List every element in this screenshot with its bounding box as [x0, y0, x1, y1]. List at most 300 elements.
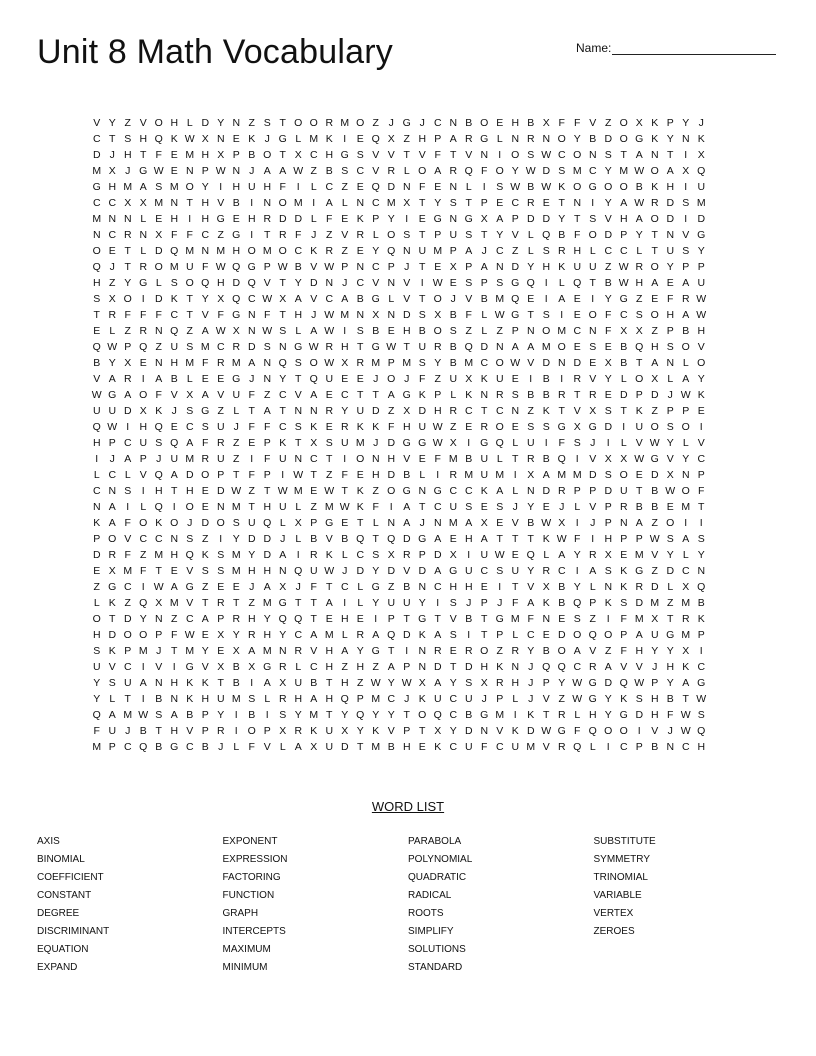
- grid-letter[interactable]: M: [262, 645, 272, 657]
- grid-letter[interactable]: O: [650, 261, 659, 273]
- grid-letter[interactable]: J: [404, 693, 410, 705]
- grid-letter[interactable]: P: [372, 213, 380, 225]
- grid-letter[interactable]: C: [309, 149, 318, 161]
- grid-letter[interactable]: C: [619, 741, 628, 753]
- grid-letter[interactable]: D: [402, 309, 411, 321]
- grid-letter[interactable]: O: [154, 117, 163, 129]
- grid-letter[interactable]: K: [356, 485, 364, 497]
- grid-letter[interactable]: C: [278, 389, 287, 401]
- grid-letter[interactable]: J: [311, 309, 317, 321]
- grid-letter[interactable]: J: [559, 501, 565, 513]
- grid-letter[interactable]: U: [123, 677, 132, 689]
- grid-letter[interactable]: K: [248, 133, 256, 145]
- grid-letter[interactable]: V: [511, 229, 519, 241]
- grid-letter[interactable]: N: [201, 245, 210, 257]
- grid-letter[interactable]: Y: [294, 709, 302, 721]
- grid-letter[interactable]: K: [155, 517, 163, 529]
- grid-letter[interactable]: Q: [294, 613, 303, 625]
- grid-letter[interactable]: O: [139, 389, 148, 401]
- grid-letter[interactable]: K: [201, 677, 209, 689]
- grid-letter[interactable]: E: [635, 469, 643, 481]
- grid-letter[interactable]: S: [449, 629, 457, 641]
- grid-letter[interactable]: S: [294, 421, 302, 433]
- grid-letter[interactable]: G: [371, 293, 380, 305]
- grid-letter[interactable]: X: [403, 405, 411, 417]
- grid-letter[interactable]: I: [250, 453, 254, 465]
- grid-letter[interactable]: Z: [372, 661, 379, 673]
- grid-letter[interactable]: A: [682, 533, 690, 545]
- grid-letter[interactable]: L: [481, 325, 488, 337]
- grid-letter[interactable]: Y: [604, 373, 612, 385]
- grid-letter[interactable]: N: [294, 405, 303, 417]
- grid-letter[interactable]: Y: [651, 645, 659, 657]
- grid-letter[interactable]: P: [480, 277, 488, 289]
- grid-letter[interactable]: L: [186, 117, 193, 129]
- grid-letter[interactable]: I: [498, 581, 502, 593]
- grid-letter[interactable]: N: [92, 229, 101, 241]
- grid-letter[interactable]: Q: [588, 629, 597, 641]
- grid-letter[interactable]: C: [495, 245, 504, 257]
- grid-letter[interactable]: B: [527, 517, 535, 529]
- grid-letter[interactable]: U: [480, 469, 489, 481]
- grid-letter[interactable]: I: [684, 181, 688, 193]
- grid-letter[interactable]: F: [155, 309, 162, 321]
- grid-letter[interactable]: P: [387, 357, 395, 369]
- grid-letter[interactable]: W: [541, 181, 552, 193]
- grid-letter[interactable]: K: [372, 725, 380, 737]
- grid-letter[interactable]: C: [464, 485, 473, 497]
- grid-letter[interactable]: N: [123, 213, 132, 225]
- grid-letter[interactable]: T: [140, 149, 147, 161]
- grid-letter[interactable]: N: [526, 485, 535, 497]
- grid-letter[interactable]: O: [139, 517, 148, 529]
- grid-letter[interactable]: L: [295, 501, 302, 513]
- grid-letter[interactable]: T: [465, 197, 472, 209]
- grid-letter[interactable]: Z: [605, 117, 612, 129]
- grid-letter[interactable]: Q: [185, 549, 194, 561]
- grid-letter[interactable]: O: [604, 629, 613, 641]
- grid-letter[interactable]: R: [464, 133, 473, 145]
- grid-letter[interactable]: Q: [340, 693, 349, 705]
- grid-letter[interactable]: Q: [309, 373, 318, 385]
- grid-letter[interactable]: V: [217, 197, 225, 209]
- grid-letter[interactable]: S: [108, 677, 116, 689]
- grid-letter[interactable]: D: [309, 277, 318, 289]
- grid-letter[interactable]: E: [201, 373, 209, 385]
- grid-letter[interactable]: A: [480, 261, 488, 273]
- grid-letter[interactable]: R: [340, 421, 349, 433]
- grid-letter[interactable]: T: [171, 485, 178, 497]
- grid-letter[interactable]: Z: [558, 693, 565, 705]
- grid-letter[interactable]: O: [681, 421, 690, 433]
- grid-letter[interactable]: D: [650, 581, 659, 593]
- grid-letter[interactable]: J: [156, 645, 162, 657]
- grid-letter[interactable]: R: [108, 549, 117, 561]
- grid-letter[interactable]: H: [371, 469, 380, 481]
- grid-letter[interactable]: P: [263, 437, 271, 449]
- grid-letter[interactable]: I: [560, 309, 564, 321]
- grid-letter[interactable]: S: [372, 549, 380, 561]
- grid-letter[interactable]: L: [481, 309, 488, 321]
- grid-letter[interactable]: L: [186, 373, 193, 385]
- grid-letter[interactable]: P: [155, 629, 163, 641]
- grid-letter[interactable]: K: [651, 181, 659, 193]
- grid-letter[interactable]: A: [170, 709, 178, 721]
- grid-letter[interactable]: M: [293, 485, 303, 497]
- grid-letter[interactable]: M: [464, 469, 474, 481]
- grid-letter[interactable]: K: [651, 133, 659, 145]
- grid-letter[interactable]: B: [465, 709, 473, 721]
- grid-letter[interactable]: F: [620, 613, 627, 625]
- grid-letter[interactable]: J: [109, 149, 115, 161]
- grid-letter[interactable]: V: [620, 661, 628, 673]
- grid-letter[interactable]: X: [542, 581, 550, 593]
- grid-letter[interactable]: B: [480, 293, 488, 305]
- grid-letter[interactable]: I: [467, 629, 471, 641]
- grid-letter[interactable]: D: [635, 709, 644, 721]
- grid-letter[interactable]: J: [233, 421, 239, 433]
- grid-letter[interactable]: A: [310, 325, 318, 337]
- grid-letter[interactable]: W: [572, 693, 583, 705]
- grid-letter[interactable]: T: [310, 613, 317, 625]
- grid-letter[interactable]: X: [217, 149, 225, 161]
- grid-letter[interactable]: D: [604, 421, 613, 433]
- grid-letter[interactable]: H: [325, 149, 334, 161]
- grid-letter[interactable]: N: [402, 181, 411, 193]
- grid-letter[interactable]: U: [526, 437, 535, 449]
- grid-letter[interactable]: A: [310, 629, 318, 641]
- grid-letter[interactable]: A: [124, 453, 132, 465]
- grid-letter[interactable]: L: [310, 213, 317, 225]
- grid-letter[interactable]: A: [124, 389, 132, 401]
- grid-letter[interactable]: R: [588, 549, 597, 561]
- grid-letter[interactable]: F: [171, 229, 178, 241]
- grid-letter[interactable]: A: [620, 197, 628, 209]
- grid-letter[interactable]: A: [341, 293, 349, 305]
- grid-letter[interactable]: K: [527, 709, 535, 721]
- grid-letter[interactable]: N: [449, 213, 458, 225]
- grid-letter[interactable]: N: [154, 677, 163, 689]
- grid-letter[interactable]: N: [387, 309, 396, 321]
- grid-letter[interactable]: I: [141, 485, 145, 497]
- grid-letter[interactable]: U: [340, 437, 349, 449]
- grid-letter[interactable]: V: [93, 117, 101, 129]
- grid-letter[interactable]: R: [325, 245, 334, 257]
- grid-letter[interactable]: N: [666, 741, 675, 753]
- grid-letter[interactable]: U: [139, 437, 148, 449]
- grid-letter[interactable]: V: [403, 277, 411, 289]
- grid-letter[interactable]: G: [619, 709, 628, 721]
- grid-letter[interactable]: E: [201, 485, 209, 497]
- grid-letter[interactable]: C: [139, 533, 148, 545]
- grid-letter[interactable]: L: [419, 469, 426, 481]
- grid-letter[interactable]: A: [434, 629, 442, 641]
- grid-letter[interactable]: B: [449, 341, 457, 353]
- grid-letter[interactable]: Y: [697, 373, 705, 385]
- grid-letter[interactable]: R: [278, 693, 287, 705]
- grid-letter[interactable]: Z: [217, 229, 224, 241]
- grid-letter[interactable]: R: [619, 501, 628, 513]
- grid-letter[interactable]: M: [433, 245, 443, 257]
- grid-letter[interactable]: Q: [139, 341, 148, 353]
- grid-letter[interactable]: H: [666, 661, 675, 673]
- grid-letter[interactable]: L: [233, 405, 240, 417]
- grid-letter[interactable]: B: [697, 597, 705, 609]
- grid-letter[interactable]: E: [573, 341, 581, 353]
- grid-letter[interactable]: L: [636, 245, 643, 257]
- grid-letter[interactable]: H: [263, 501, 272, 513]
- grid-letter[interactable]: S: [604, 469, 612, 481]
- grid-letter[interactable]: P: [341, 261, 349, 273]
- grid-letter[interactable]: Z: [109, 277, 116, 289]
- grid-letter[interactable]: Y: [449, 725, 457, 737]
- grid-letter[interactable]: U: [666, 245, 675, 257]
- grid-letter[interactable]: G: [557, 421, 566, 433]
- grid-letter[interactable]: Z: [248, 485, 255, 497]
- grid-letter[interactable]: Z: [651, 405, 658, 417]
- grid-letter[interactable]: V: [666, 453, 674, 465]
- grid-letter[interactable]: Q: [526, 549, 535, 561]
- grid-letter[interactable]: V: [589, 117, 597, 129]
- grid-letter[interactable]: X: [635, 325, 643, 337]
- grid-letter[interactable]: R: [557, 485, 566, 497]
- grid-letter[interactable]: U: [418, 245, 427, 257]
- grid-letter[interactable]: O: [387, 229, 396, 241]
- grid-letter[interactable]: C: [433, 581, 442, 593]
- grid-letter[interactable]: W: [339, 501, 350, 513]
- grid-letter[interactable]: W: [494, 309, 505, 321]
- grid-letter[interactable]: W: [324, 261, 335, 273]
- grid-letter[interactable]: R: [464, 645, 473, 657]
- grid-letter[interactable]: K: [418, 629, 426, 641]
- grid-letter[interactable]: L: [264, 693, 271, 705]
- grid-letter[interactable]: G: [139, 277, 148, 289]
- grid-letter[interactable]: W: [618, 277, 629, 289]
- grid-letter[interactable]: L: [527, 245, 534, 257]
- grid-letter[interactable]: R: [573, 373, 582, 385]
- grid-letter[interactable]: K: [310, 421, 318, 433]
- grid-letter[interactable]: A: [403, 517, 411, 529]
- grid-letter[interactable]: L: [574, 501, 581, 513]
- grid-letter[interactable]: H: [170, 357, 179, 369]
- grid-letter[interactable]: I: [389, 501, 393, 513]
- grid-letter[interactable]: M: [231, 357, 241, 369]
- grid-letter[interactable]: C: [108, 197, 117, 209]
- grid-letter[interactable]: U: [697, 277, 706, 289]
- grid-letter[interactable]: L: [341, 549, 348, 561]
- grid-letter[interactable]: G: [294, 341, 303, 353]
- grid-letter[interactable]: T: [264, 229, 271, 241]
- grid-letter[interactable]: W: [324, 565, 335, 577]
- grid-letter[interactable]: H: [247, 613, 256, 625]
- grid-letter[interactable]: T: [310, 597, 317, 609]
- grid-letter[interactable]: E: [418, 453, 426, 465]
- grid-letter[interactable]: Q: [557, 661, 566, 673]
- grid-letter[interactable]: S: [604, 149, 612, 161]
- grid-letter[interactable]: A: [139, 677, 147, 689]
- grid-letter[interactable]: O: [108, 533, 117, 545]
- grid-letter[interactable]: I: [343, 597, 347, 609]
- grid-letter[interactable]: Z: [171, 613, 178, 625]
- grid-letter[interactable]: R: [650, 197, 659, 209]
- grid-letter[interactable]: G: [619, 293, 628, 305]
- grid-letter[interactable]: R: [635, 261, 644, 273]
- grid-letter[interactable]: W: [107, 341, 118, 353]
- grid-letter[interactable]: W: [541, 149, 552, 161]
- grid-letter[interactable]: M: [340, 309, 350, 321]
- grid-letter[interactable]: V: [294, 389, 302, 401]
- grid-letter[interactable]: P: [666, 325, 674, 337]
- grid-letter[interactable]: B: [403, 581, 411, 593]
- grid-letter[interactable]: P: [387, 613, 395, 625]
- grid-letter[interactable]: Y: [434, 197, 442, 209]
- grid-letter[interactable]: V: [263, 277, 271, 289]
- grid-letter[interactable]: J: [311, 229, 317, 241]
- grid-letter[interactable]: R: [449, 469, 458, 481]
- grid-letter[interactable]: I: [234, 725, 238, 737]
- grid-letter[interactable]: C: [309, 661, 318, 673]
- grid-letter[interactable]: E: [697, 405, 705, 417]
- grid-letter[interactable]: M: [92, 165, 102, 177]
- grid-letter[interactable]: G: [278, 597, 287, 609]
- grid-letter[interactable]: F: [605, 325, 612, 337]
- grid-letter[interactable]: F: [667, 293, 674, 305]
- grid-letter[interactable]: T: [450, 149, 457, 161]
- grid-letter[interactable]: P: [465, 261, 473, 273]
- grid-letter[interactable]: L: [93, 597, 100, 609]
- grid-letter[interactable]: D: [635, 597, 644, 609]
- grid-letter[interactable]: T: [295, 437, 302, 449]
- grid-letter[interactable]: J: [125, 165, 131, 177]
- grid-letter[interactable]: O: [247, 245, 256, 257]
- grid-letter[interactable]: W: [293, 165, 304, 177]
- grid-letter[interactable]: C: [294, 629, 303, 641]
- grid-letter[interactable]: V: [155, 661, 163, 673]
- grid-letter[interactable]: P: [589, 597, 597, 609]
- grid-letter[interactable]: X: [604, 549, 612, 561]
- grid-letter[interactable]: Y: [372, 597, 380, 609]
- grid-letter[interactable]: Y: [108, 117, 116, 129]
- grid-letter[interactable]: N: [170, 533, 179, 545]
- grid-letter[interactable]: I: [250, 197, 254, 209]
- grid-letter[interactable]: V: [170, 389, 178, 401]
- grid-letter[interactable]: G: [418, 613, 427, 625]
- grid-letter[interactable]: A: [170, 469, 178, 481]
- grid-letter[interactable]: I: [575, 453, 579, 465]
- grid-letter[interactable]: R: [247, 629, 256, 641]
- grid-letter[interactable]: I: [513, 709, 517, 721]
- grid-letter[interactable]: Y: [372, 709, 380, 721]
- grid-letter[interactable]: C: [247, 293, 256, 305]
- grid-letter[interactable]: I: [544, 437, 548, 449]
- grid-letter[interactable]: E: [201, 629, 209, 641]
- grid-letter[interactable]: D: [588, 469, 597, 481]
- grid-letter[interactable]: O: [681, 341, 690, 353]
- grid-letter[interactable]: E: [418, 213, 426, 225]
- grid-letter[interactable]: R: [232, 341, 241, 353]
- grid-letter[interactable]: V: [325, 533, 333, 545]
- grid-letter[interactable]: R: [123, 373, 132, 385]
- grid-letter[interactable]: E: [356, 613, 364, 625]
- grid-letter[interactable]: Y: [93, 693, 101, 705]
- grid-letter[interactable]: E: [511, 373, 519, 385]
- grid-letter[interactable]: B: [186, 709, 194, 721]
- grid-letter[interactable]: Z: [589, 613, 596, 625]
- grid-letter[interactable]: E: [449, 533, 457, 545]
- grid-letter[interactable]: I: [591, 197, 595, 209]
- grid-letter[interactable]: A: [108, 501, 116, 513]
- grid-letter[interactable]: N: [387, 277, 396, 289]
- grid-letter[interactable]: J: [481, 245, 487, 257]
- grid-letter[interactable]: U: [433, 693, 442, 705]
- grid-letter[interactable]: U: [108, 405, 117, 417]
- grid-letter[interactable]: A: [635, 149, 643, 161]
- grid-letter[interactable]: D: [542, 357, 551, 369]
- grid-letter[interactable]: W: [572, 677, 583, 689]
- grid-letter[interactable]: G: [185, 581, 194, 593]
- grid-letter[interactable]: I: [172, 661, 176, 673]
- grid-letter[interactable]: E: [558, 613, 566, 625]
- grid-letter[interactable]: P: [201, 709, 209, 721]
- grid-letter[interactable]: Z: [124, 117, 131, 129]
- grid-letter[interactable]: V: [387, 149, 395, 161]
- grid-letter[interactable]: D: [371, 405, 380, 417]
- grid-letter[interactable]: O: [123, 629, 132, 641]
- grid-letter[interactable]: D: [650, 389, 659, 401]
- grid-letter[interactable]: M: [448, 517, 458, 529]
- grid-letter[interactable]: Q: [588, 725, 597, 737]
- grid-letter[interactable]: O: [139, 629, 148, 641]
- grid-letter[interactable]: A: [263, 165, 271, 177]
- grid-letter[interactable]: R: [526, 133, 535, 145]
- grid-letter[interactable]: S: [697, 533, 705, 545]
- grid-letter[interactable]: O: [650, 165, 659, 177]
- grid-letter[interactable]: J: [497, 597, 503, 609]
- grid-letter[interactable]: N: [588, 149, 597, 161]
- grid-letter[interactable]: F: [279, 181, 286, 193]
- grid-letter[interactable]: N: [495, 341, 504, 353]
- grid-letter[interactable]: R: [232, 613, 241, 625]
- grid-letter[interactable]: T: [93, 309, 100, 321]
- grid-letter[interactable]: J: [264, 133, 270, 145]
- grid-letter[interactable]: M: [681, 597, 691, 609]
- grid-letter[interactable]: B: [372, 325, 380, 337]
- grid-letter[interactable]: H: [464, 581, 473, 593]
- grid-letter[interactable]: B: [635, 181, 643, 193]
- grid-letter[interactable]: J: [419, 517, 425, 529]
- grid-letter[interactable]: S: [356, 149, 364, 161]
- grid-letter[interactable]: U: [449, 229, 458, 241]
- grid-letter[interactable]: L: [93, 469, 100, 481]
- grid-letter[interactable]: E: [434, 181, 442, 193]
- grid-letter[interactable]: U: [635, 421, 644, 433]
- grid-letter[interactable]: E: [356, 181, 364, 193]
- grid-letter[interactable]: D: [666, 213, 675, 225]
- grid-letter[interactable]: W: [680, 709, 691, 721]
- grid-letter[interactable]: T: [481, 405, 488, 417]
- grid-letter[interactable]: T: [155, 725, 162, 737]
- grid-letter[interactable]: R: [325, 341, 334, 353]
- grid-letter[interactable]: A: [403, 501, 411, 513]
- grid-letter[interactable]: H: [325, 693, 334, 705]
- grid-letter[interactable]: T: [233, 597, 240, 609]
- grid-letter[interactable]: H: [185, 485, 194, 497]
- grid-letter[interactable]: E: [496, 517, 504, 529]
- grid-letter[interactable]: V: [310, 293, 318, 305]
- grid-letter[interactable]: P: [573, 485, 581, 497]
- grid-letter[interactable]: K: [356, 501, 364, 513]
- grid-letter[interactable]: G: [433, 213, 442, 225]
